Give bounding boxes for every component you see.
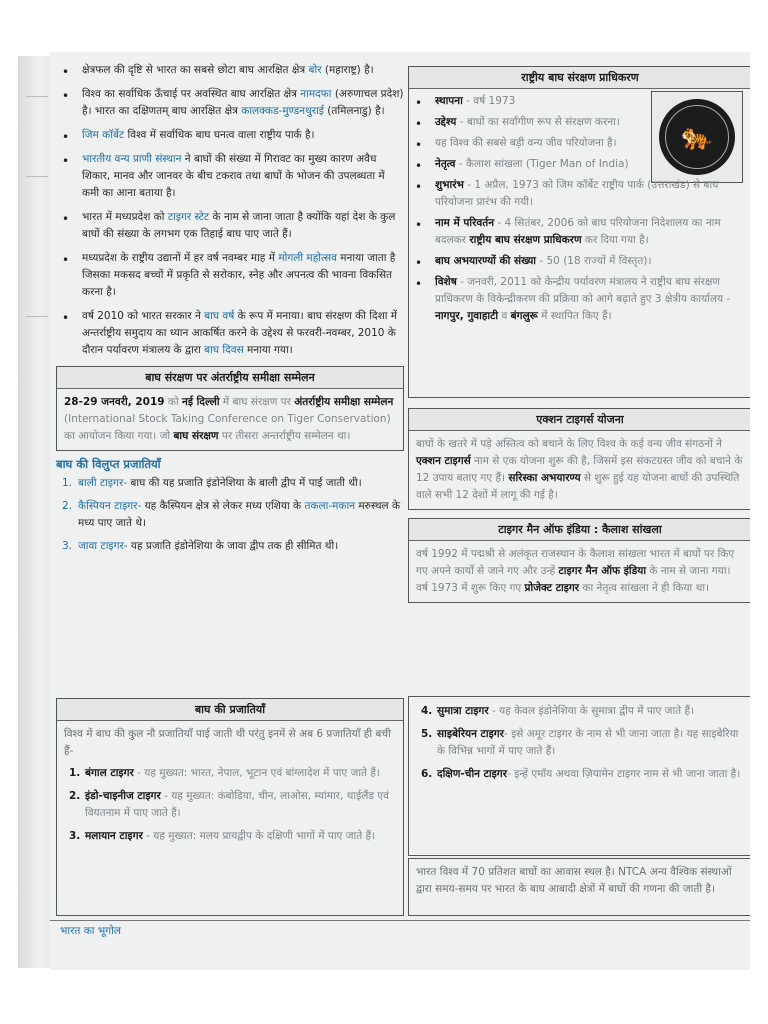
ntca-fact [409,135,750,152]
action-tigers-title: एक्शन टाइगर्स योजना [409,409,750,431]
right-column [408,66,750,603]
summit-text-segment: में बाघ संरक्षण पर [219,396,295,408]
ntca-fact-text: - जनवरी, 2011 को केन्द्रीय पर्यावरण मंत्रालय ने राष्ट्रीय बाघ संरक्षण प्राधिकरण के विकेन्द्रीकरण की प्रक्रिया को आगे बढ़ाते हुए 3 क्षेत्रीय कार्यालय - [435,276,731,305]
spine-mark [26,96,48,97]
extinct-species-text: मरुस्थल के मध्य पाए जाते थे। [78,500,401,529]
ntca-box [408,66,750,398]
item-number: 3. [62,540,73,552]
ntca-fact-text: शुभारंभ [435,179,464,191]
summit-text-segment: नई दिल्ली [182,396,220,408]
species-name: साइबेरियन टाइगर [437,728,504,740]
species-description: - यह मुख्यत: भारत, नेपाल, भूटान एवं बांग्लादेश में पाए जाते हैं। [133,767,380,779]
fact-bullet [56,209,404,243]
ntca-fact-text: - बाघों का सर्वांगीण रूप से संरक्षण करना। [456,116,620,128]
ntca-fact-text: स्थापना [435,95,463,107]
ntca-fact-text: यह विश्व की सबसे बड़ी वन्य जीव परियोजना है। [435,137,617,149]
tiger-man-box [408,518,750,603]
fact-text: (महाराष्ट्र) है। [321,64,374,76]
species-description: - यह मुख्यत: मलय प्रायद्वीप के दक्षिणी भागों में पाए जाते हैं। [142,830,376,842]
fact-bullet [56,86,404,120]
fact-text: मनाया जाता है जिसका मकसद बच्चों में प्रकृति से सरोकार, स्नेह और अपनत्व की भावना विकसित करना है। [82,252,396,298]
fact-text: भारत में मध्यप्रदेश को [82,211,168,223]
action-tigers-text-segment: एक्शन टाइगर्स [416,455,471,467]
extinct-species-text: कैस्पियन टाइगर- [78,500,142,512]
ntca-fact-text: बंगलुरू [510,310,538,322]
ntca-fact-text: - कैलाश सांखला (Tiger Man of India) [455,158,629,170]
ntca-fact-text: - 50 (18 राज्यों में विस्तृत)। [536,255,652,267]
footer-label: भारत का भूगोल [60,925,121,937]
item-number: 5. [421,728,433,740]
species-box-right [408,696,750,856]
summit-text [57,389,403,450]
ntca-fact-text: विशेष [435,276,457,288]
fact-text: (तमिलनाडु) है। [323,105,385,117]
summit-text-segment: 28-29 जनवरी, 2019 [64,396,165,408]
summit-text-segment: को [164,396,183,408]
tiger-man-text-segment: वर्ष 1992 में पद्मश्री से अलंकृत राजस्थान के कैलाश सांखला भारत में बाघों पर किए गए अपने कार्यों से जाने गए और उन्हें [416,548,735,577]
fact-text: भारतीय वन्य प्राणी संस्थान [82,153,182,165]
ntca-fact [409,156,750,173]
fact-bullet [56,151,404,202]
summit-title: बाघ संरक्षण पर अंतर्राष्ट्रीय समीक्षा सम्मेलन [57,367,403,389]
ntca-fact-text: व [498,310,511,322]
species-item [415,726,745,760]
fact-text: विश्व का सर्वाधिक ऊँचाई पर अवस्थित बाघ आरक्षित क्षेत्र [82,88,301,100]
item-number: 4. [421,705,433,717]
species-name: सुमात्रा टाइगर [437,705,489,717]
summit-text-segment: बाघ संरक्षण [173,430,219,442]
species-name: बंगाल टाइगर [85,767,134,779]
ntca-fact-text: - 1 अप्रैल, 1973 को जिम कॉर्बेट राष्ट्रीय पार्क (उत्तराखंड) से बाघ परियोजना प्रारंभ की गयी। [435,179,719,208]
extinct-species-text: बाली टाइगर- [78,477,128,489]
fact-text: मनाया गया। [243,344,293,356]
fact-text: टाइगर स्टेट [167,211,210,223]
species-description: - यह मुख्यत: कंबोडिया, चीन, लाओस, म्यांमार, थाईलैंड एवं वियतनाम में पाए जाते हैं। [85,790,389,819]
ntca-fact-text: राष्ट्रीय बाघ संरक्षण प्राधिकरण [469,234,582,246]
species-item [63,828,397,845]
tiger-man-text-segment: टाइगर मैन ऑफ इंडिया [558,565,647,577]
fact-text: कालक्कड-मुण्डनथुराई [241,105,324,117]
summit-text-segment: (International Stock Taking Conference on Tiger Conservation) का आयोजन किया गया। जो [64,413,391,442]
extinct-species-text: यह प्रजाति इंडोनेशिया के जावा द्वीप तक ही सीमित थी। [127,540,339,552]
fact-text: जिम कॉर्बेट [82,129,125,141]
fact-text: बाघ दिवस [204,344,244,356]
fact-bullet [56,250,404,301]
tiger-man-text [409,541,750,602]
extinct-species-title: बाघ की विलुप्त प्रजातियाँ [56,457,161,471]
species-item [63,765,397,782]
summit-box [56,366,404,451]
tiger-man-text-segment: का नेतृत्व सांखला ने ही किया था। [579,582,710,594]
extinct-species-text: यह कैस्पियन क्षेत्र से लेकर मध्य एशिया के [141,500,305,512]
species-description: - यह केवल इंडोनेशिया के सुमात्रा द्वीप में पाए जाते हैं। [488,705,695,717]
species-intro: विश्व में बाघ की कुल नौ प्रजातियाँ पाई जाती थी परंतु इनमें से अब 6 प्रजातियाँ ही बची हैं- [64,728,391,757]
species-name: इंडो-चाइनीज टाइगर [85,790,161,802]
species-description: - इसे अमूर टाइगर के नाम से भी जाना जाता है। यह साइबेरिया के विभिन्न भागों में पाए जाते हैं। [437,728,739,757]
species-name: मलायान टाइगर [85,830,143,842]
ntca-fact-text: उद्देश्य [435,116,457,128]
ntca-fact [409,274,750,325]
footer-divider [50,920,750,921]
summit-text-segment: अंतर्राष्ट्रीय समीक्षा सम्मेलन [294,396,394,408]
extinct-species-list [56,475,404,555]
ntca-fact-text: बाघ अभयारण्यों की संख्या [435,255,537,267]
action-tigers-box [408,408,750,510]
fact-text: वर्ष 2010 को भारत सरकार ने [82,310,205,322]
fact-bullet [56,308,404,359]
left-column [56,62,404,561]
fact-text: मोगली महोत्सव [278,252,337,264]
fact-text: बोर [308,64,322,76]
ntca-fact-list [409,89,750,325]
summit-text-segment: पर तीसरा अन्तर्राष्ट्रीय सम्मेलन था। [218,430,351,442]
species-description: - इन्हें एमॉय अथवा ज़ियामेन टाइगर नाम से भी जाना जाता है। [507,768,741,780]
tiger-face-icon: 🐅 [680,122,714,152]
species-list-right [409,697,750,783]
ntca-fact-text: नेतृत्व [435,158,456,170]
book-spine [18,56,54,968]
ntca-fact [409,177,750,211]
ntca-fact-text: - 4 सितंबर, 2006 को बाघ परियोजना निदेशालय का नाम बदलकर [435,217,721,246]
fact-text: नामदफा [300,88,332,100]
action-tigers-text-segment: बाघों के खतरे में पड़े अस्तित्व को बचाने के लिए विश्व के कई वन्य जीव संगठनों ने [416,438,722,450]
species-box-left [56,698,404,916]
ntca-title: राष्ट्रीय बाघ संरक्षण प्राधिकरण [409,67,750,89]
ntca-fact [409,114,750,131]
fact-text: के नाम से जाना जाता है क्योंकि यहां देश के कुल बाघों की संख्या के लगभग एक तिहाई बाघ पाए जाते हैं। [82,211,396,240]
tiger-man-title: टाइगर मैन ऑफ इंडिया : कैलाश सांखला [409,519,750,541]
ntca-note: भारत विश्व में 70 प्रतिशत बाघों का आवास स्थल है। NTCA अन्य वैश्विक संस्थाओं द्वारा समय-समय पर भारत के बाघ आबादी क्षेत्रों में बाघों की गणना की जाती है। [416,866,732,895]
ntca-fact-text: नाम में परिवर्तन [435,217,495,229]
ntca-fact-text: - वर्ष 1973 [462,95,516,107]
spine-mark [26,316,48,317]
extinct-species-item [56,498,404,532]
extinct-species-text: जावा टाइगर- [78,540,128,552]
species-item [63,788,397,822]
book-page [50,52,750,970]
ntca-fact-text: नागपुर, गुवाहाटी [435,310,499,322]
species-list-left [57,765,403,845]
fact-bullet-list [56,62,404,359]
action-tigers-text-segment: से शुरू हुई यह योजना बाघों की उपस्थिति वाले सभी 12 देशों में लागू की गई है। [416,472,740,501]
fact-text: क्षेत्रफल की दृष्टि से भारत का सबसे छोटा बाघ आरक्षित क्षेत्र [82,64,309,76]
spine-mark [26,176,48,177]
ntca-fact [409,93,750,110]
species-title: बाघ की प्रजातियाँ [57,699,403,721]
action-tigers-text-segment: नाम से एक योजना शुरू की है, जिसमें इस संकटग्रस्त जीव को बचाने के 12 उपाय बताए गए हैं। [416,455,743,484]
extinct-species-item [56,538,404,555]
fact-text: (अरुणाचल प्रदेश) है। भारत का दक्षिणतम् बाघ आरक्षित क्षेत्र [82,88,404,117]
ntca-fact [409,253,750,270]
species-item [415,766,745,783]
item-number: 2. [69,790,81,802]
fact-text: मध्यप्रदेश के राष्ट्रीय उद्यानों में हर वर्ष नवम्बर माह में [82,252,279,264]
ntca-fact [409,215,750,249]
item-number: 2. [62,500,73,512]
species-name: दक्षिण-चीन टाइगर [437,768,508,780]
fact-bullet [56,127,404,144]
item-number: 6. [421,768,433,780]
item-number: 1. [69,767,81,779]
action-tigers-text-segment: सरिस्का अभयारण्य [508,472,581,484]
fact-text: बाघ वर्ष [204,310,235,322]
tiger-man-text-segment: प्रोजेक्ट टाइगर [524,582,580,594]
ntca-fact-text: कर दिया गया है। [581,234,649,246]
fact-text: के रूप में मनाया। बाघ संरक्षण की दिशा में अन्तर्राष्ट्रीय समुदाय का ध्यान आकर्षित करने के उद्देश्य से फरवरी-नवम्बर, 2010 के दौरान पर्यावरण मंत्रालय के द्वारा [82,310,398,356]
ntca-fact-text: में स्थापित किए हैं। [537,310,612,322]
action-tigers-text [409,431,750,509]
extinct-species-text: तकला-मकान [304,500,356,512]
extinct-species-item [56,475,404,492]
ntca-note-box [408,858,750,916]
item-number: 1. [62,477,73,489]
species-item [415,703,745,720]
tiger-man-text-segment: के नाम से जाना गया। वर्ष 1973 में शुरू किए गए [416,565,731,594]
fact-text: विश्व में सर्वाधिक बाघ घनत्व वाला राष्ट्रीय पार्क है। [124,129,315,141]
fact-bullet [56,62,404,79]
extinct-species-text: बाघ की यह प्रजाति इंडोनेशिया के बाली द्वीप में पाई जाती थी। [127,477,362,489]
fact-text: ने बाघों की संख्या में गिरावट का मुख्य कारण अवैध शिकार, मानव और जानवर के बीच टकराव तथा बाघों के भोजन की उपलब्धता में कमी का आना बताया है। [82,153,385,199]
item-number: 3. [69,830,81,842]
